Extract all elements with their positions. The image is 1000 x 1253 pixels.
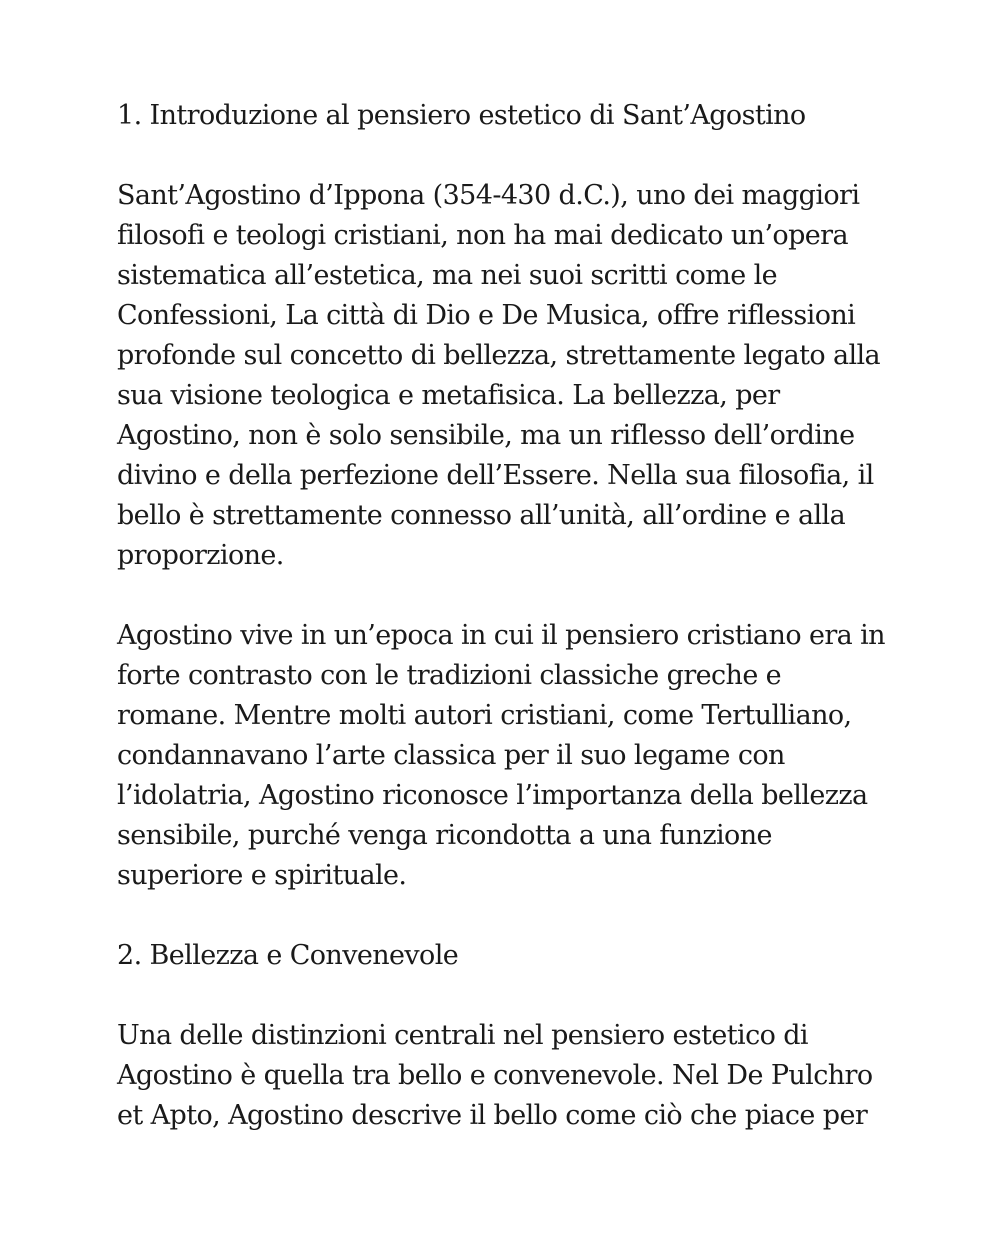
section-1-heading: 1. Introduzione al pensiero estetico di Sant’Agostino <box>117 100 806 131</box>
document-page <box>117 96 897 1176</box>
section-2-paragraph-1: Una delle distinzioni centrali nel pensiero estetico di Agostino è quella tra bello e convenevole. Nel De Pulchro et Apto, Agostino descrive il bello come ciò che piace per <box>117 1020 873 1131</box>
section-2-heading: 2. Bellezza e Convenevole <box>117 940 459 971</box>
section-1-paragraph-2: Agostino vive in un’epoca in cui il pensiero cristiano era in forte contrasto con le tradizioni classiche greche e romane. Mentre molti autori cristiani, come Tertulliano, condannavano l’arte classica per il suo legame con l’idolatria, Agostino riconosce l’importanza della bellezza sensibile, purché venga ricondotta a una funzione superiore e spirituale. <box>117 620 885 891</box>
section-1-paragraph-1: Sant’Agostino d’Ippona (354-430 d.C.), uno dei maggiori filosofi e teologi cristiani, non ha mai dedicato un’opera sistematica all’estetica, ma nei suoi scritti come le Confessioni, La città di Dio e De Musica, offre riflessioni profonde sul concetto di bellezza, strettamente legato alla sua visione teologica e metafisica. La bellezza, per Agostino, non è solo sensibile, ma un riflesso dell’ordine divino e della perfezione dell’Essere. Nella sua filosofia, il bello è strettamente connesso all’unità, all’ordine e alla proporzione. <box>117 180 881 571</box>
